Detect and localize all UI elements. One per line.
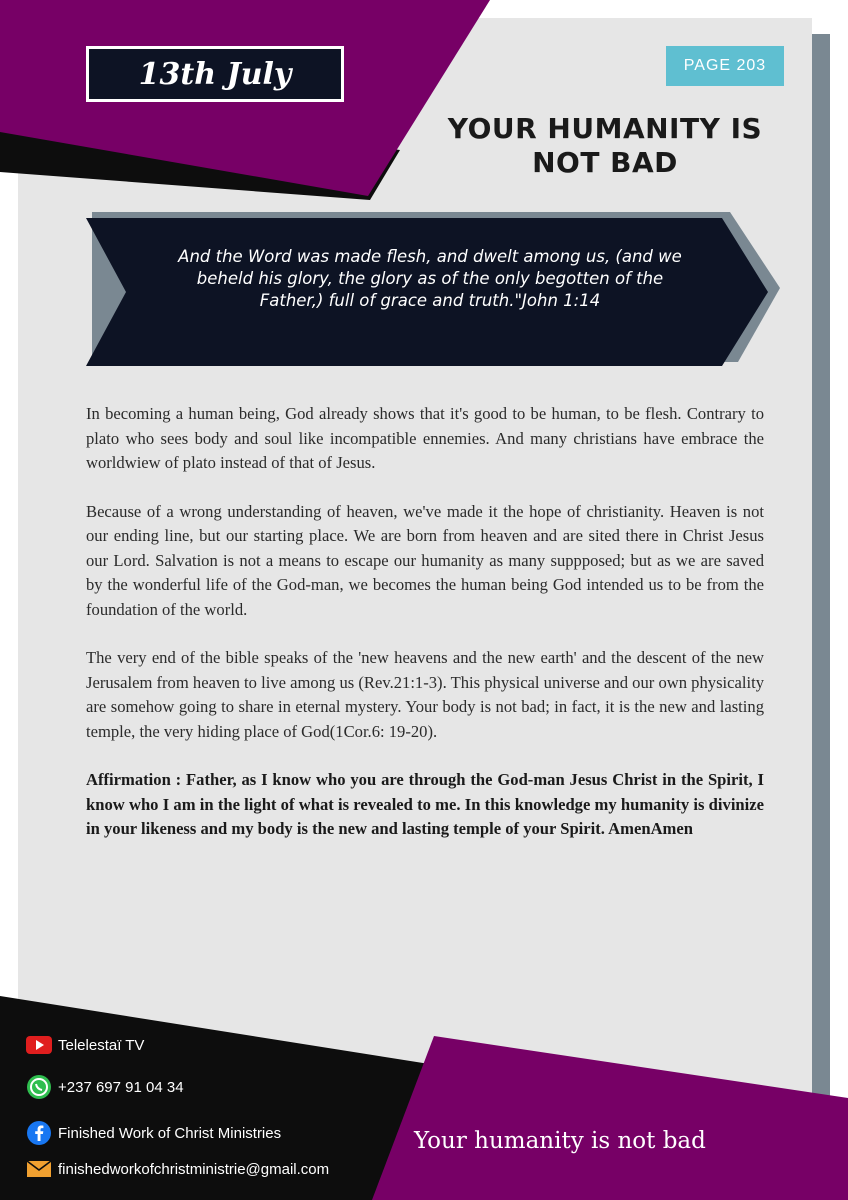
body-paragraph: The very end of the bible speaks of the 'new heavens and the new earth' and the descent of the new Jerusalem from heaven to live among us (Rev.21:1-3). This physical universe and our own physicality are somehow going to share in eternal mystery. Your body is not bad; in fact, it is the new and lasting temple, the very hiding place of God(1Cor.6: 19-20).: [86, 648, 764, 741]
devotional-body: [86, 402, 764, 866]
email-icon: [26, 1156, 52, 1182]
youtube-icon: [26, 1032, 52, 1058]
whatsapp-number: +237 697 91 04 34: [58, 1078, 184, 1096]
contact-whatsapp[interactable]: [26, 1074, 184, 1100]
facebook-page-name: Finished Work of Christ Ministries: [58, 1124, 282, 1142]
verse-line: Father,) full of grace and truth."John 1:14: [259, 291, 601, 310]
page-number-badge: PAGE 203: [666, 46, 784, 86]
email-address: finishedworkofchristministrie@gmail.com: [58, 1160, 330, 1178]
scripture-verse: [150, 246, 710, 312]
youtube-channel-name: Telelestaï TV: [58, 1036, 145, 1054]
facebook-icon: [26, 1120, 52, 1146]
whatsapp-icon: [26, 1074, 52, 1100]
contact-facebook[interactable]: [26, 1120, 281, 1146]
body-paragraph: In becoming a human being, God already shows that it's good to be human, to be flesh. Contrary to plato who sees body and soul like incompatible ennemies. And many christians have embrace the worldwiew of plato instead of that of Jesus.: [86, 404, 764, 472]
date-label: 13th July: [86, 46, 344, 102]
body-paragraph: Because of a wrong understanding of heaven, we've made it the hope of christianity. Heaven is not our ending line, but our starting place. We are born from heaven and are sited there in Christ Jesus our Lord. Salvation is not a means to escape our humanity as many suppposed; but as we are saved by the wonderful life of the God-man, we becomes the human being God intended us to be from the foundation of the world.: [86, 501, 764, 619]
page-shadow: [812, 34, 830, 1122]
affirmation-paragraph: Affirmation : Father, as I know who you are through the God-man Jesus Christ in the Spirit, I know who I am in the light of what is revealed to me. In this knowledge my humanity is divinize in your likeness and my body is the new and lasting temple of your Spirit. AmenAmen: [86, 770, 764, 838]
contact-youtube[interactable]: [26, 1032, 144, 1058]
verse-line: And the Word was made flesh, and dwelt among us, (and we: [178, 247, 682, 266]
contact-email[interactable]: [26, 1156, 329, 1182]
page-title-line: YOUR HUMANITY IS: [447, 112, 763, 145]
footer-title: Your humanity is not bad: [414, 1128, 706, 1154]
page-title: [430, 112, 780, 180]
page-title-line: NOT BAD: [532, 146, 678, 179]
verse-line: beheld his glory, the glory as of the only begotten of the: [196, 269, 664, 288]
